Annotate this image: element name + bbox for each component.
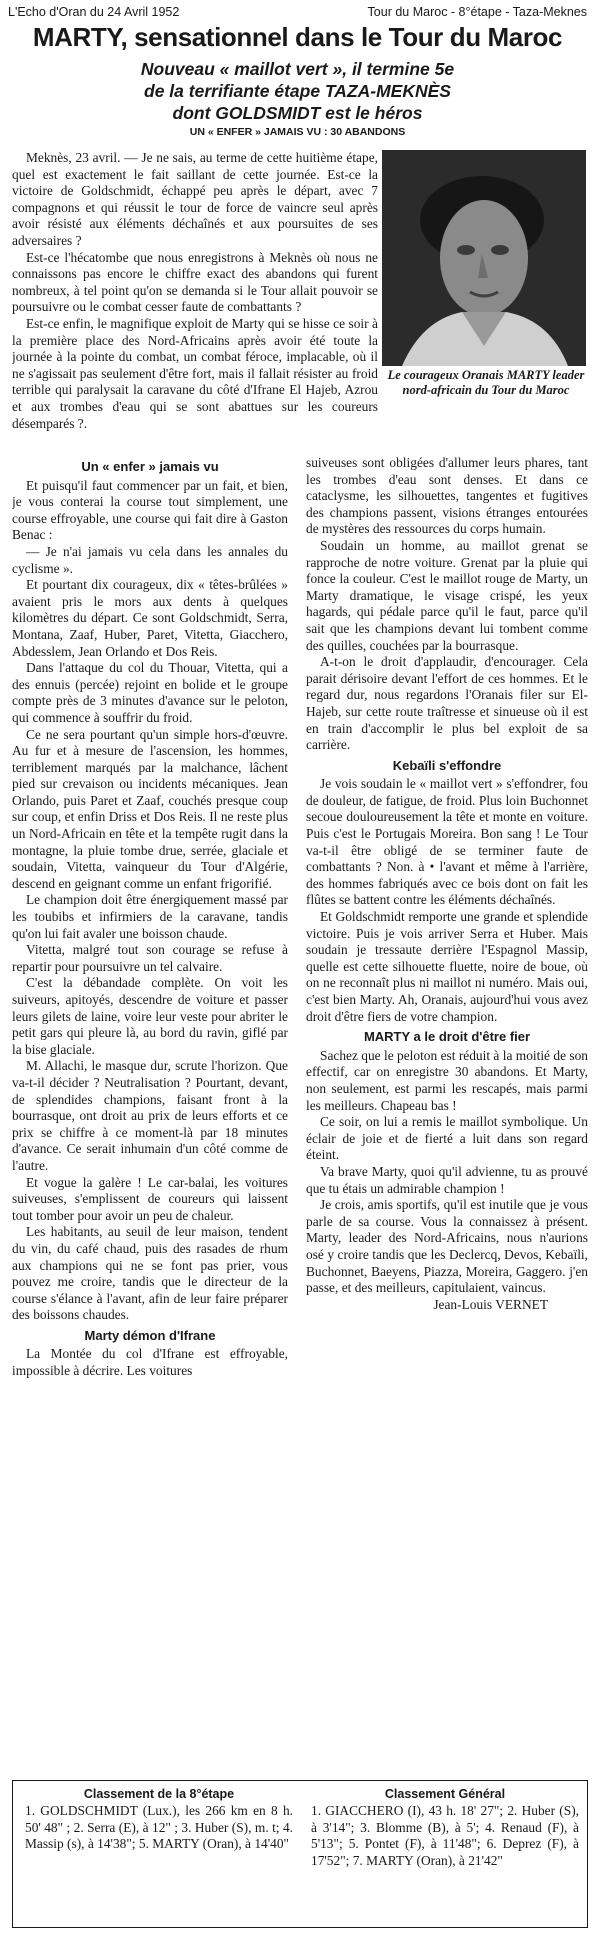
main-headline: MARTY, sensationnel dans le Tour du Maroc (32, 22, 563, 52)
right-column (306, 455, 588, 1773)
general-results (311, 1787, 579, 1869)
page-header (8, 5, 587, 21)
paragraph: Et vogue la galère ! Le car-balai, les voitures suiveuses, s'emplissent de coureurs qui laissent tout tomber pour avoir un peu de chaleur. (12, 1174, 288, 1223)
paragraph: Ce soir, on lui a remis le maillot symbolique. Un éclair de joie et de fierté a luit dans son regard éteint. (306, 1114, 588, 1163)
paragraph: Ce ne sera pourtant qu'un simple hors-d'œuvre. Au fur et à mesure de l'ascension, les hommes, terriblement marqués par la malchance, lâchent pied sur crevaison ou incidents mécaniques. Jean Orlando, puis Paret et Zaaf, couchés presque coup sur coup, et enfin Driss et Dos Reis. Il ne reste plus un Nord-Africain en tête et la tempête rugit dans la montagne, la pluie tombe drue, serrée, glaciale et soudain, Vitetta, vainqueur du Tour d'Algérie, descend en geignant comme un enfant frigorifié. (12, 726, 288, 891)
section-heading: Un « enfer » jamais vu (81, 459, 219, 474)
general-results-text: 1. GIACCHERO (I), 43 h. 18' 27"; 2. Huber (S), à 3'14"; 3. Blomme (B), à 5'; 4. Renaud (F), à 5'13"; 5. Pontet (F), à 11'48"; 6. Deprez (F), à 17'52"; 7. MARTY (Oran), à 21'42" (311, 1803, 579, 1868)
results-box (12, 1780, 588, 1928)
rider-portrait-photo (382, 150, 586, 366)
section-heading: Marty démon d'Ifrane (84, 1327, 216, 1343)
stage-results (25, 1787, 293, 1853)
paragraph: Sachez que le peloton est réduit à la moitié de son effectif, car on enregistre 30 abandons. Et Marty, non seulement, est parmi les rescapés, mais parmi les meilleurs. Chapeau bas ! (306, 1047, 588, 1113)
paragraph: Les habitants, au seuil de leur maison, tendent du vin, du café chaud, puis des rasades de rhum aux champions qui ne se font pas prier, vous pouvez me croire, tandis que le directeur de la course s'élance à l'avant, afin de leur faire préparer des boissons chaudes. (12, 1224, 288, 1323)
paragraph: Je vois soudain le « maillot vert » s'effondrer, fou de douleur, de fatigue, de froid. Plus loin Buchonnet secoue douloureusement la tête et monte en voiture. Puis c'est le Portugais Moreira. Bon sang ! Le Tour va-t-il être obligé de se terminer faute de combattants ? Non. à • l'avant et même à l'arrière, des hommes fabriqués avec ce bois dont on fait les flûtes se battent contre les éléments déchaînés. (306, 776, 588, 908)
headline-line-3: de la terrifiante étape TAZA-MEKNÈS (144, 81, 451, 101)
paragraph: Et Goldschmidt remporte une grande et splendide victoire. Puis je vois arriver Serra et Huber. Mais soudain je tressaute derrière l'Espagnol Massip, quelle est cette silhouette fluette, noire de boue, où on ne reconnaît plus ni maillot ni numéro. Mais oui, c'est bien Marty. Ah, Oranais, aujourd'hui vous avez droit d'être fiers de votre champion. (306, 909, 588, 1024)
stage-results-text: 1. GOLDSCHMIDT (Lux.), les 266 km en 8 h. 50' 48" ; 2. Serra (E), à 12" ; 3. Huber (S), m. t; 4. Massip (s), à 14'38"; 5. MARTY (Oran), à 14'40" (25, 1803, 293, 1852)
general-results-title: Classement Général (384, 1787, 506, 1801)
intro-text (12, 150, 378, 450)
stage-results-title: Classement de la 8°étape (83, 1787, 235, 1801)
paragraph: — Je n'ai jamais vu cela dans les annales du cyclisme ». (12, 543, 288, 576)
stage-label: Tour du Maroc - 8°étape - Taza-Meknes (367, 5, 587, 19)
intro-paragraph: Meknès, 23 avril. — Je ne sais, au terme de cette huitième étape, quel est exactement le fait saillant de cette journée. Est-ce la victoire de Goldschmidt, échappé peu après le départ, avec 7 compagnons et qui réussit le tour de force de vaincre seul après avoir résisté aux éléments déchaînés et aux poursuites de ses adversaires ? (12, 150, 378, 248)
portrait-illustration (382, 150, 586, 366)
paragraph: C'est la débandade complète. On voit les suiveurs, apitoyés, descendre de voiture et passer leurs gilets de laine, voire leur veste pour abriter le petit gars qui pleure là, au bord du ravin, giflé par la bise glaciale. (12, 975, 288, 1057)
author-signature: Jean-Louis VERNET (433, 1296, 548, 1312)
paragraph: suiveuses sont obligées d'allumer leurs phares, tant les trombes d'eau sont denses. Et dans ce cataclysme, les silhouettes, tangentes et fugitives des champions passent, visions étranges entourées de mystères des ressources du corps humain. (306, 455, 588, 537)
photo-caption: Le courageux Oranais MARTY leader nord-africain du Tour du Maroc (387, 368, 585, 397)
paragraph: Je crois, amis sportifs, qu'il est inutile que je vous parle de sa course. Vous la connaissez à présent. Marty, leader des Nord-Africains, nous n'aurions osé y croire tandis que les Declercq, Devos, Kebaïli, Buchonnet, Baeyens, Piazza, Moreira, Gaggero. j'en passe, et des meilleurs, capitulaient, vaincus. (306, 1197, 588, 1296)
headline-kicker: UN « ENFER » JAMAIS VU : 30 ABANDONS (189, 126, 406, 138)
newspaper-date: L'Echo d'Oran du 24 Avril 1952 (8, 5, 180, 19)
headline-line-2: Nouveau « maillot vert », il termine 5e (140, 59, 455, 79)
section-heading: Kebaïli s'effondre (392, 757, 502, 773)
headline-line-4: dont GOLDSMIDT est le héros (172, 103, 423, 123)
paragraph: M. Allachi, le masque dur, scrute l'horizon. Que va-t-il décider ? Neutralisation ? Pourtant, devant, de splendides champions, faisant front à la bourrasque, ont droit au prix de leurs efforts et ce prix se chiffre à ce moment-là par 18 minutes d'avance. Ce serait inhumain d'un côté comme de l'autre. (12, 1058, 288, 1173)
intro-paragraph: Est-ce enfin, le magnifique exploit de Marty qui se hisse ce soir à la première place des Nord-Africains après avoir été toute la journée à la pointe du combat, un combat féroce, implacable, où il ne s'agissait pas seulement d'être fort, mais il fallait résister au froid terrible qui paralysait la caravane du côté d'Ifrane El Hajeb, Azrou et aux trombes d'eau qui se sont abattues sur les coureurs désemparés ?. (12, 315, 378, 431)
left-column (12, 455, 288, 1773)
paragraph: Va brave Marty, quoi qu'il advienne, tu as prouvé que tu étais un admirable champion ! (306, 1163, 588, 1196)
paragraph: Et puisqu'il faut commencer par un fait, et bien, je vous conterai la course tout simplement, une course effroyable, une course qui fait dire à Gaston Benac : (12, 477, 288, 543)
paragraph: A-t-on le droit d'applaudir, d'encourager. Cela parait dérisoire devant l'effort de ces hommes. Et le regard dur, nous regardons l'Oranais filer sur El-Hajeb, sur cette route traîtresse et sinueuse où il est en train d'accomplir le plus bel exploit de sa carrière. (306, 654, 588, 753)
paragraph: Le champion doit être énergiquement massé par les toubibs et infirmiers de la caravane, tandis qu'on lui fait avaler une boisson chaude. (12, 892, 288, 941)
paragraph: Vitetta, malgré tout son courage se refuse à repartir pour poursuivre un tel calvaire. (12, 942, 288, 974)
paragraph: Dans l'attaque du col du Thouar, Vitetta, qui a des ennuis (percée) rejoint en bolide et le groupe compte près de 3 minutes d'avance sur le peloton, qui commence à souffrir du froid. (12, 660, 288, 725)
paragraph: Et pourtant dix courageux, dix « têtes-brûlées » avaient pris le mors aux dents à quelques kilomètres du départ. Ce sont Goldschmidt, Serra, Montana, Zaaf, Huber, Paret, Vitetta, Giacchero, Abdesslem, Jean Orlando et Dos Reis. (12, 577, 288, 659)
paragraph: Soudain un homme, au maillot grenat se rapproche de notre voiture. Grenat par la pluie qui fonce la couleur. C'est le maillot rouge de Marty, un Marty dramatique, le visage crispé, les yeux hagards, qui pédale parce qu'il le faut, parce qu'il sait que les champions devant lui tombent comme des quilles, couchées par la bourrasque. (306, 537, 588, 653)
paragraph: La Montée du col d'Ifrane est effroyable, impossible à décrire. Les voitures (12, 1346, 288, 1379)
section-heading: MARTY a le droit d'être fier (363, 1029, 531, 1045)
intro-paragraph: Est-ce l'hécatombe que nous enregistrons à Meknès où nous ne connaissons pas encore le chiffre exact des abandons qui furent nombreux, à tel point qu'on se demanda si le Tour allait pouvoir se poursuivre ou le combat cesser faute de combattants ? (12, 249, 378, 315)
